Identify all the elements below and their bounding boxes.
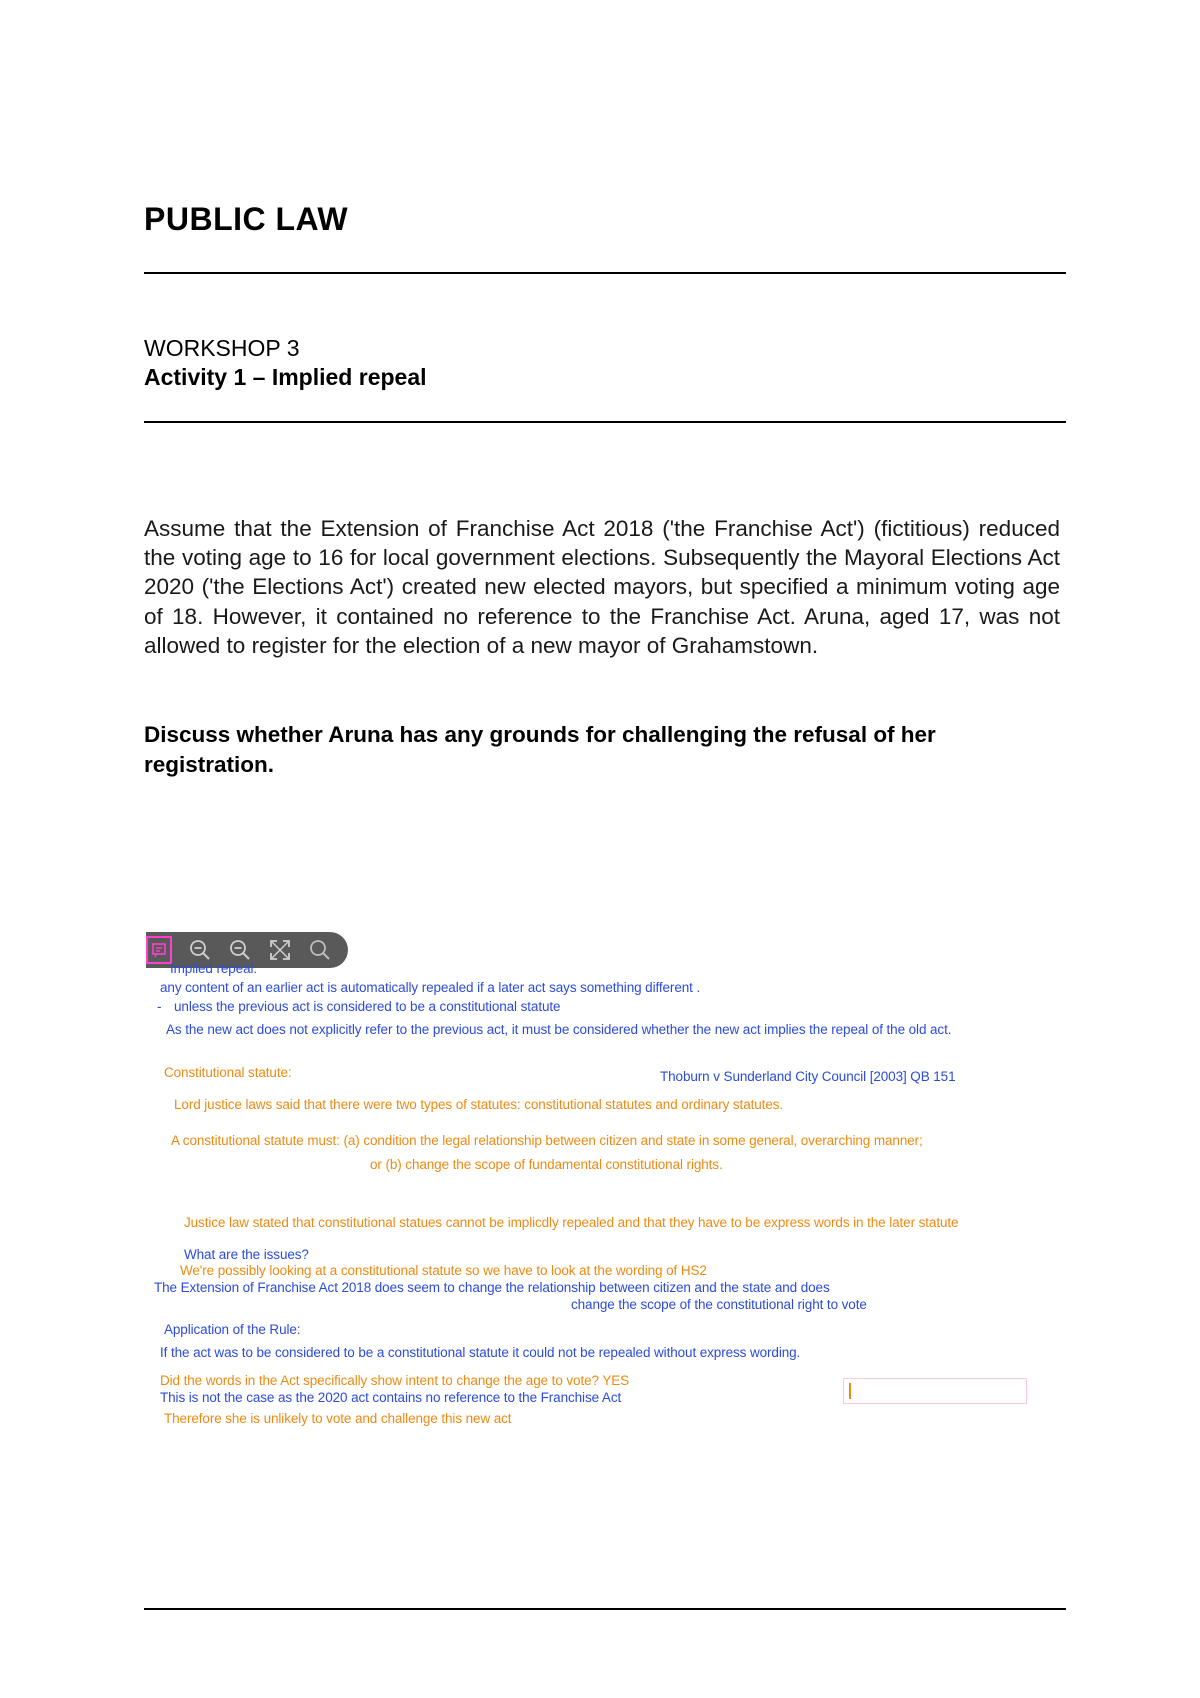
note-wording: We're possibly looking at a constitutional statute so we have to look at the wording of HS2 bbox=[180, 1263, 707, 1278]
note-no-reference: This is not the case as the 2020 act contains no reference to the Franchise Act bbox=[160, 1390, 622, 1405]
note-express-wording: If the act was to be considered to be a constitutional statute it could not be repealed without express wording. bbox=[160, 1345, 801, 1360]
text-caret bbox=[849, 1383, 851, 1399]
activity-heading: Activity 1 – Implied repeal bbox=[144, 364, 427, 390]
note-constitutional-statute: Constitutional statute: bbox=[164, 1065, 292, 1080]
note-relationship: The Extension of Franchise Act 2018 does seem to change the relationship between citizen and the state and does bbox=[154, 1280, 830, 1295]
scenario-paragraph: Assume that the Extension of Franchise Act 2018 ('the Franchise Act') (fictitious) reduced the voting age to 16 for local government elections. Subsequently the Mayoral Elections Act 2020 ('the Elections Act') created new elected mayors, but specified a minimum voting age of 18. However, it contained no reference to the Franchise Act. Aruna, aged 17, was not allowed to register for the election of a new mayor of Grahamstown. bbox=[144, 516, 1060, 658]
annotation-icon[interactable] bbox=[146, 936, 172, 964]
divider-top bbox=[144, 272, 1066, 274]
workshop-heading: WORKSHOP 3 bbox=[144, 335, 300, 361]
note-conclusion: Therefore she is unlikely to vote and challenge this new act bbox=[164, 1411, 512, 1426]
divider-bottom bbox=[144, 1608, 1066, 1610]
question-paragraph: Discuss whether Aruna has any grounds for challenging the refusal of her registration. bbox=[144, 722, 936, 777]
note-issues: What are the issues? bbox=[184, 1247, 309, 1262]
note-implied-repeal: Implied repeal: bbox=[170, 961, 258, 976]
note-right-to-vote: change the scope of the constitutional right to vote bbox=[571, 1297, 867, 1312]
note-dash: - bbox=[157, 999, 162, 1014]
fit-screen-icon[interactable] bbox=[260, 932, 300, 968]
document-title: PUBLIC LAW bbox=[144, 201, 349, 237]
note-new-act: As the new act does not explicitly refer to the previous act, it must be considered whether the new act implies the repeal of the old act. bbox=[166, 1022, 952, 1037]
annotation-text-input[interactable] bbox=[843, 1378, 1027, 1404]
note-case-citation: Thoburn v Sunderland City Council [2003] QB 151 bbox=[660, 1069, 956, 1084]
note-two-types: Lord justice laws said that there were two types of statutes: constitutional statutes and ordinary statutes. bbox=[174, 1097, 784, 1112]
note-express-words: Justice law stated that constitutional statues cannot be implicdly repealed and that they have to be express words in the later statute bbox=[184, 1215, 959, 1230]
divider-middle bbox=[144, 421, 1066, 423]
note-definition: any content of an earlier act is automatically repealed if a later act says something different . bbox=[160, 980, 701, 995]
note-exception: unless the previous act is considered to be a constitutional statute bbox=[174, 999, 561, 1014]
note-application: Application of the Rule: bbox=[164, 1322, 301, 1337]
note-intent-question: Did the words in the Act specifically show intent to change the age to vote? YES bbox=[160, 1373, 630, 1388]
search-icon[interactable] bbox=[300, 932, 340, 968]
note-criteria-b: or (b) change the scope of fundamental constitutional rights. bbox=[370, 1157, 723, 1172]
note-criteria-a: A constitutional statute must: (a) condition the legal relationship between citizen and state in some general, overarching manner; bbox=[171, 1133, 923, 1148]
